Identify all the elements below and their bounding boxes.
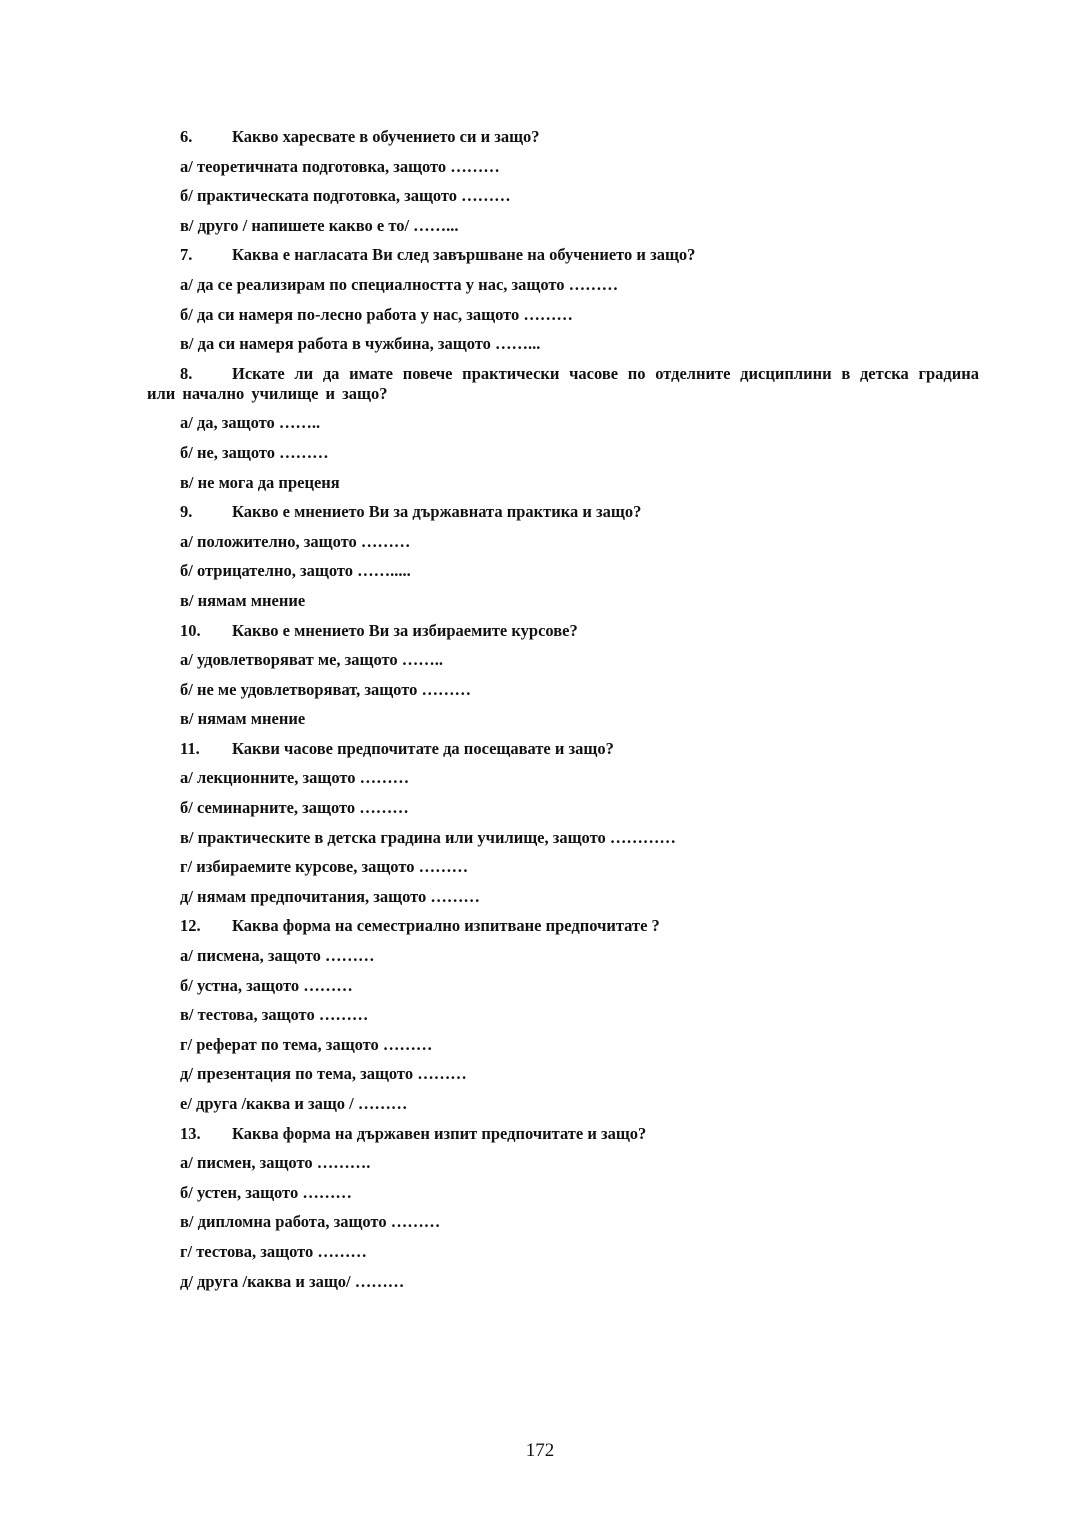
question-text: Искате ли да имате повече практически часове по отделните дисциплини в детска градина или начално училище и защо?: [147, 363, 979, 403]
answer-option: д/ нямам предпочитания, защото ………: [180, 886, 480, 906]
answer-option: б/ практическата подготовка, защото ………: [180, 186, 511, 206]
question-heading: [180, 502, 1080, 522]
answer-option: е/ друга /каква и защо / ………: [180, 1094, 408, 1113]
question-number: 11.: [180, 738, 200, 758]
answer-option: в/ да си намеря работа в чужбина, защото ……...: [180, 334, 541, 354]
answer-option: г/ тестова, защото ………: [180, 1241, 367, 1261]
question-text: Какво харесвате в обучението си и защо?: [232, 127, 540, 146]
answer-option: а/ лекционните, защото ………: [180, 768, 410, 788]
page-number: 172: [525, 1440, 555, 1461]
answer-option: г/ избираемите курсове, защото ………: [180, 857, 469, 877]
question-text: Какви часове предпочитате да посещавате и защо?: [232, 738, 614, 758]
question-heading: [180, 127, 1080, 147]
question-number: 7.: [180, 245, 193, 265]
answer-option: б/ не, защото ………: [180, 442, 329, 462]
answer-option: б/ устна, защото ………: [180, 975, 353, 995]
question-number: 13.: [180, 1123, 201, 1143]
answer-option: а/ положително, защото ………: [180, 531, 411, 551]
answer-option: в/ дипломна работа, защото ………: [180, 1212, 441, 1232]
answer-option: д/ презентация по тема, защото ………: [180, 1064, 467, 1084]
questionnaire-body: [0, 127, 1080, 1301]
answer-option: в/ нямам мнение: [180, 709, 306, 729]
answer-option: в/ практическите в детска градина или училище, защото …………: [180, 827, 676, 847]
question-text: Каква форма на семестриално изпитване предпочитате ?: [232, 916, 660, 936]
answer-option: б/ да си намеря по-лесно работа у нас, защото ………: [180, 304, 573, 324]
question-text: Каква е нагласата Ви след завършване на обучението и защо?: [232, 245, 696, 265]
question-text: Какво е мнението Ви за държавната практика и защо?: [232, 502, 642, 522]
answer-option: а/ писмен, защото ……….: [180, 1153, 371, 1173]
answer-option: а/ да се реализирам по специалността у нас, защото ………: [180, 274, 619, 294]
question-number: 6.: [180, 127, 193, 146]
answer-option: а/ да, защото ……..: [180, 413, 321, 433]
answer-option: а/ теоретичната подготовка, защото ………: [180, 156, 500, 176]
answer-option: г/ реферат по тема, защото ………: [180, 1034, 433, 1054]
answer-option: в/ нямам мнение: [180, 590, 306, 610]
answer-option: б/ отрицателно, защото …….....: [180, 561, 411, 581]
answer-option: д/ друга /каква и защо/ ………: [180, 1271, 405, 1291]
question-heading: [180, 1124, 1080, 1144]
question-text: Каква форма на държавен изпит предпочитате и защо?: [232, 1123, 647, 1143]
answer-option: б/ устен, защото ………: [180, 1182, 352, 1202]
question-heading: [180, 245, 1080, 265]
question-number: 10.: [180, 620, 201, 640]
answer-option: в/ тестова, защото ………: [180, 1005, 369, 1025]
question-text: Какво е мнението Ви за избираемите курсове?: [232, 620, 578, 640]
answer-option: а/ удовлетворяват ме, защото ……..: [180, 650, 444, 670]
question-heading: [180, 621, 1080, 641]
answer-option: б/ не ме удовлетворяват, защото ………: [180, 679, 471, 699]
question-heading: [180, 739, 1080, 759]
question-number: 8.: [180, 363, 193, 383]
question-heading: [147, 364, 979, 404]
answer-option: б/ семинарните, защото ………: [180, 798, 409, 818]
answer-option: в/ друго / напишете какво е то/ ……...: [180, 215, 459, 235]
answer-option: а/ писмена, защото ………: [180, 946, 375, 966]
question-heading: [180, 916, 1080, 936]
question-number: 12.: [180, 916, 201, 936]
answer-option: в/ не мога да преценя: [180, 472, 340, 492]
question-number: 9.: [180, 502, 193, 522]
